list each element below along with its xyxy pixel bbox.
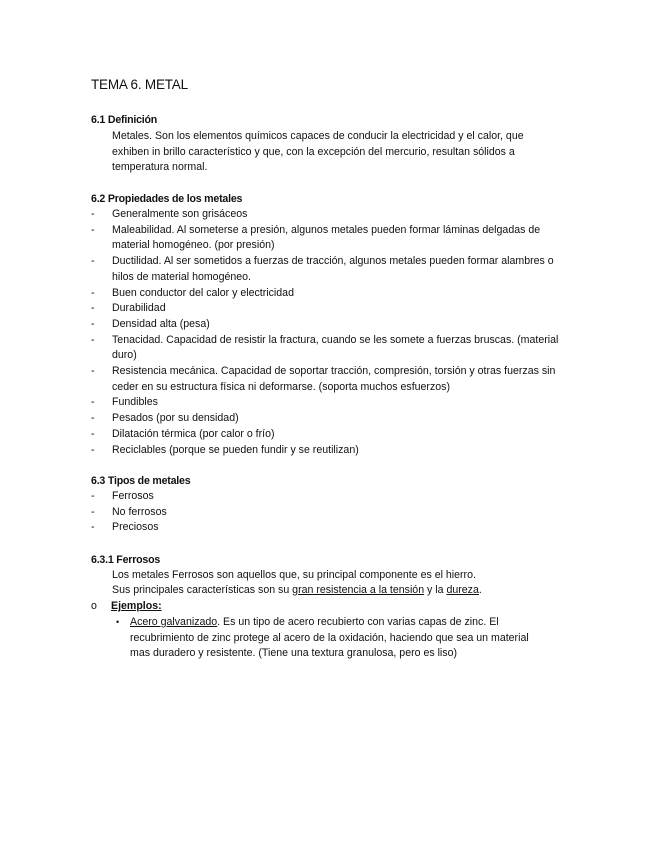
example-text: Acero galvanizado. Es un tipo de acero recubierto con varias capas de zinc. El recubrimiento de zinc protege al acero de la oxidación, haciendo que sea un material mas duradero y resistente. (Tiene una textura granulosa, pero es liso): [130, 616, 529, 660]
list-item: - Dilatación térmica (por calor o frío): [91, 427, 571, 443]
list-dash: -: [91, 443, 95, 456]
list-dash: -: [91, 255, 95, 268]
list-item: - Durabilidad: [91, 301, 571, 317]
list-dash: -: [91, 427, 95, 440]
types-list: [91, 489, 571, 536]
list-dash: -: [91, 505, 95, 518]
properties-list: [91, 207, 571, 458]
list-dash: -: [91, 317, 95, 330]
list-item: - Preciosos: [91, 520, 571, 536]
document-title: TEMA 6. METAL: [91, 77, 188, 92]
list-item: - Pesados (por su densidad): [91, 411, 571, 427]
ferrosos-paragraph-1: Los metales Ferrosos son aquellos que, su principal componente es el hierro.: [112, 569, 476, 581]
example-term: Acero galvanizado: [130, 616, 218, 628]
list-dash: -: [91, 396, 95, 409]
underlined-term: dureza: [446, 584, 479, 596]
list-item: - No ferrosos: [91, 505, 571, 521]
section-heading-tipos: 6.3 Tipos de metales: [91, 475, 191, 487]
list-dash: -: [91, 286, 95, 299]
list-dash: -: [91, 521, 95, 534]
list-item: - Ferrosos: [91, 489, 571, 505]
list-dash: -: [91, 490, 95, 502]
list-item: - Buen conductor del calor y electricidad: [91, 286, 571, 302]
circle-bullet-marker: o: [91, 600, 97, 612]
bullet-dot-icon: •: [116, 617, 120, 627]
list-dash: -: [91, 208, 95, 220]
section-heading-ferrosos: 6.3.1 Ferrosos: [91, 554, 161, 566]
list-item: - Tenacidad. Capacidad de resistir la fractura, cuando se les somete a fuerzas bruscas. (material duro): [91, 333, 559, 362]
section-heading-definicion: 6.1 Definición: [91, 114, 158, 126]
list-item: - Generalmente son grisáceos: [91, 207, 571, 223]
list-dash: -: [91, 365, 95, 378]
section-heading-propiedades: 6.2 Propiedades de los metales: [91, 193, 243, 205]
list-item: - Densidad alta (pesa): [91, 317, 571, 333]
list-dash: -: [91, 412, 95, 425]
ferrosos-paragraph-2: Sus principales características son su gran resistencia a la tensión y la dureza.: [112, 584, 482, 596]
definition-paragraph: Metales. Son los elementos químicos capaces de conducir la electricidad y el calor, que exhiben in brillo característico y que, con la excepción del mercurio, resultan sólidos a temperatura normal.: [112, 130, 524, 174]
list-item: - Fundibles: [91, 395, 571, 411]
list-item: - Reciclables (porque se pueden fundir y se reutilizan): [91, 443, 571, 459]
list-item: - Ductilidad. Al ser sometidos a fuerzas de tracción, algunos metales pueden formar alambres o hilos de material homogéneo.: [91, 255, 554, 283]
list-dash: -: [91, 223, 95, 236]
underlined-term: gran resistencia a la tensión: [292, 584, 425, 596]
examples-label: Ejemplos:: [111, 600, 162, 612]
list-item: - Maleabilidad. Al someterse a presión, algunos metales pueden formar láminas delgadas de material homogéneo. (por presión): [91, 223, 541, 252]
list-dash: -: [91, 333, 95, 346]
list-dash: -: [91, 302, 95, 315]
list-item: - Resistencia mecánica. Capacidad de soportar tracción, compresión, torsión y otras fuerzas sin ceder en su estructura física ni deformarse. (soporta muchos esfuerzos): [91, 365, 556, 393]
